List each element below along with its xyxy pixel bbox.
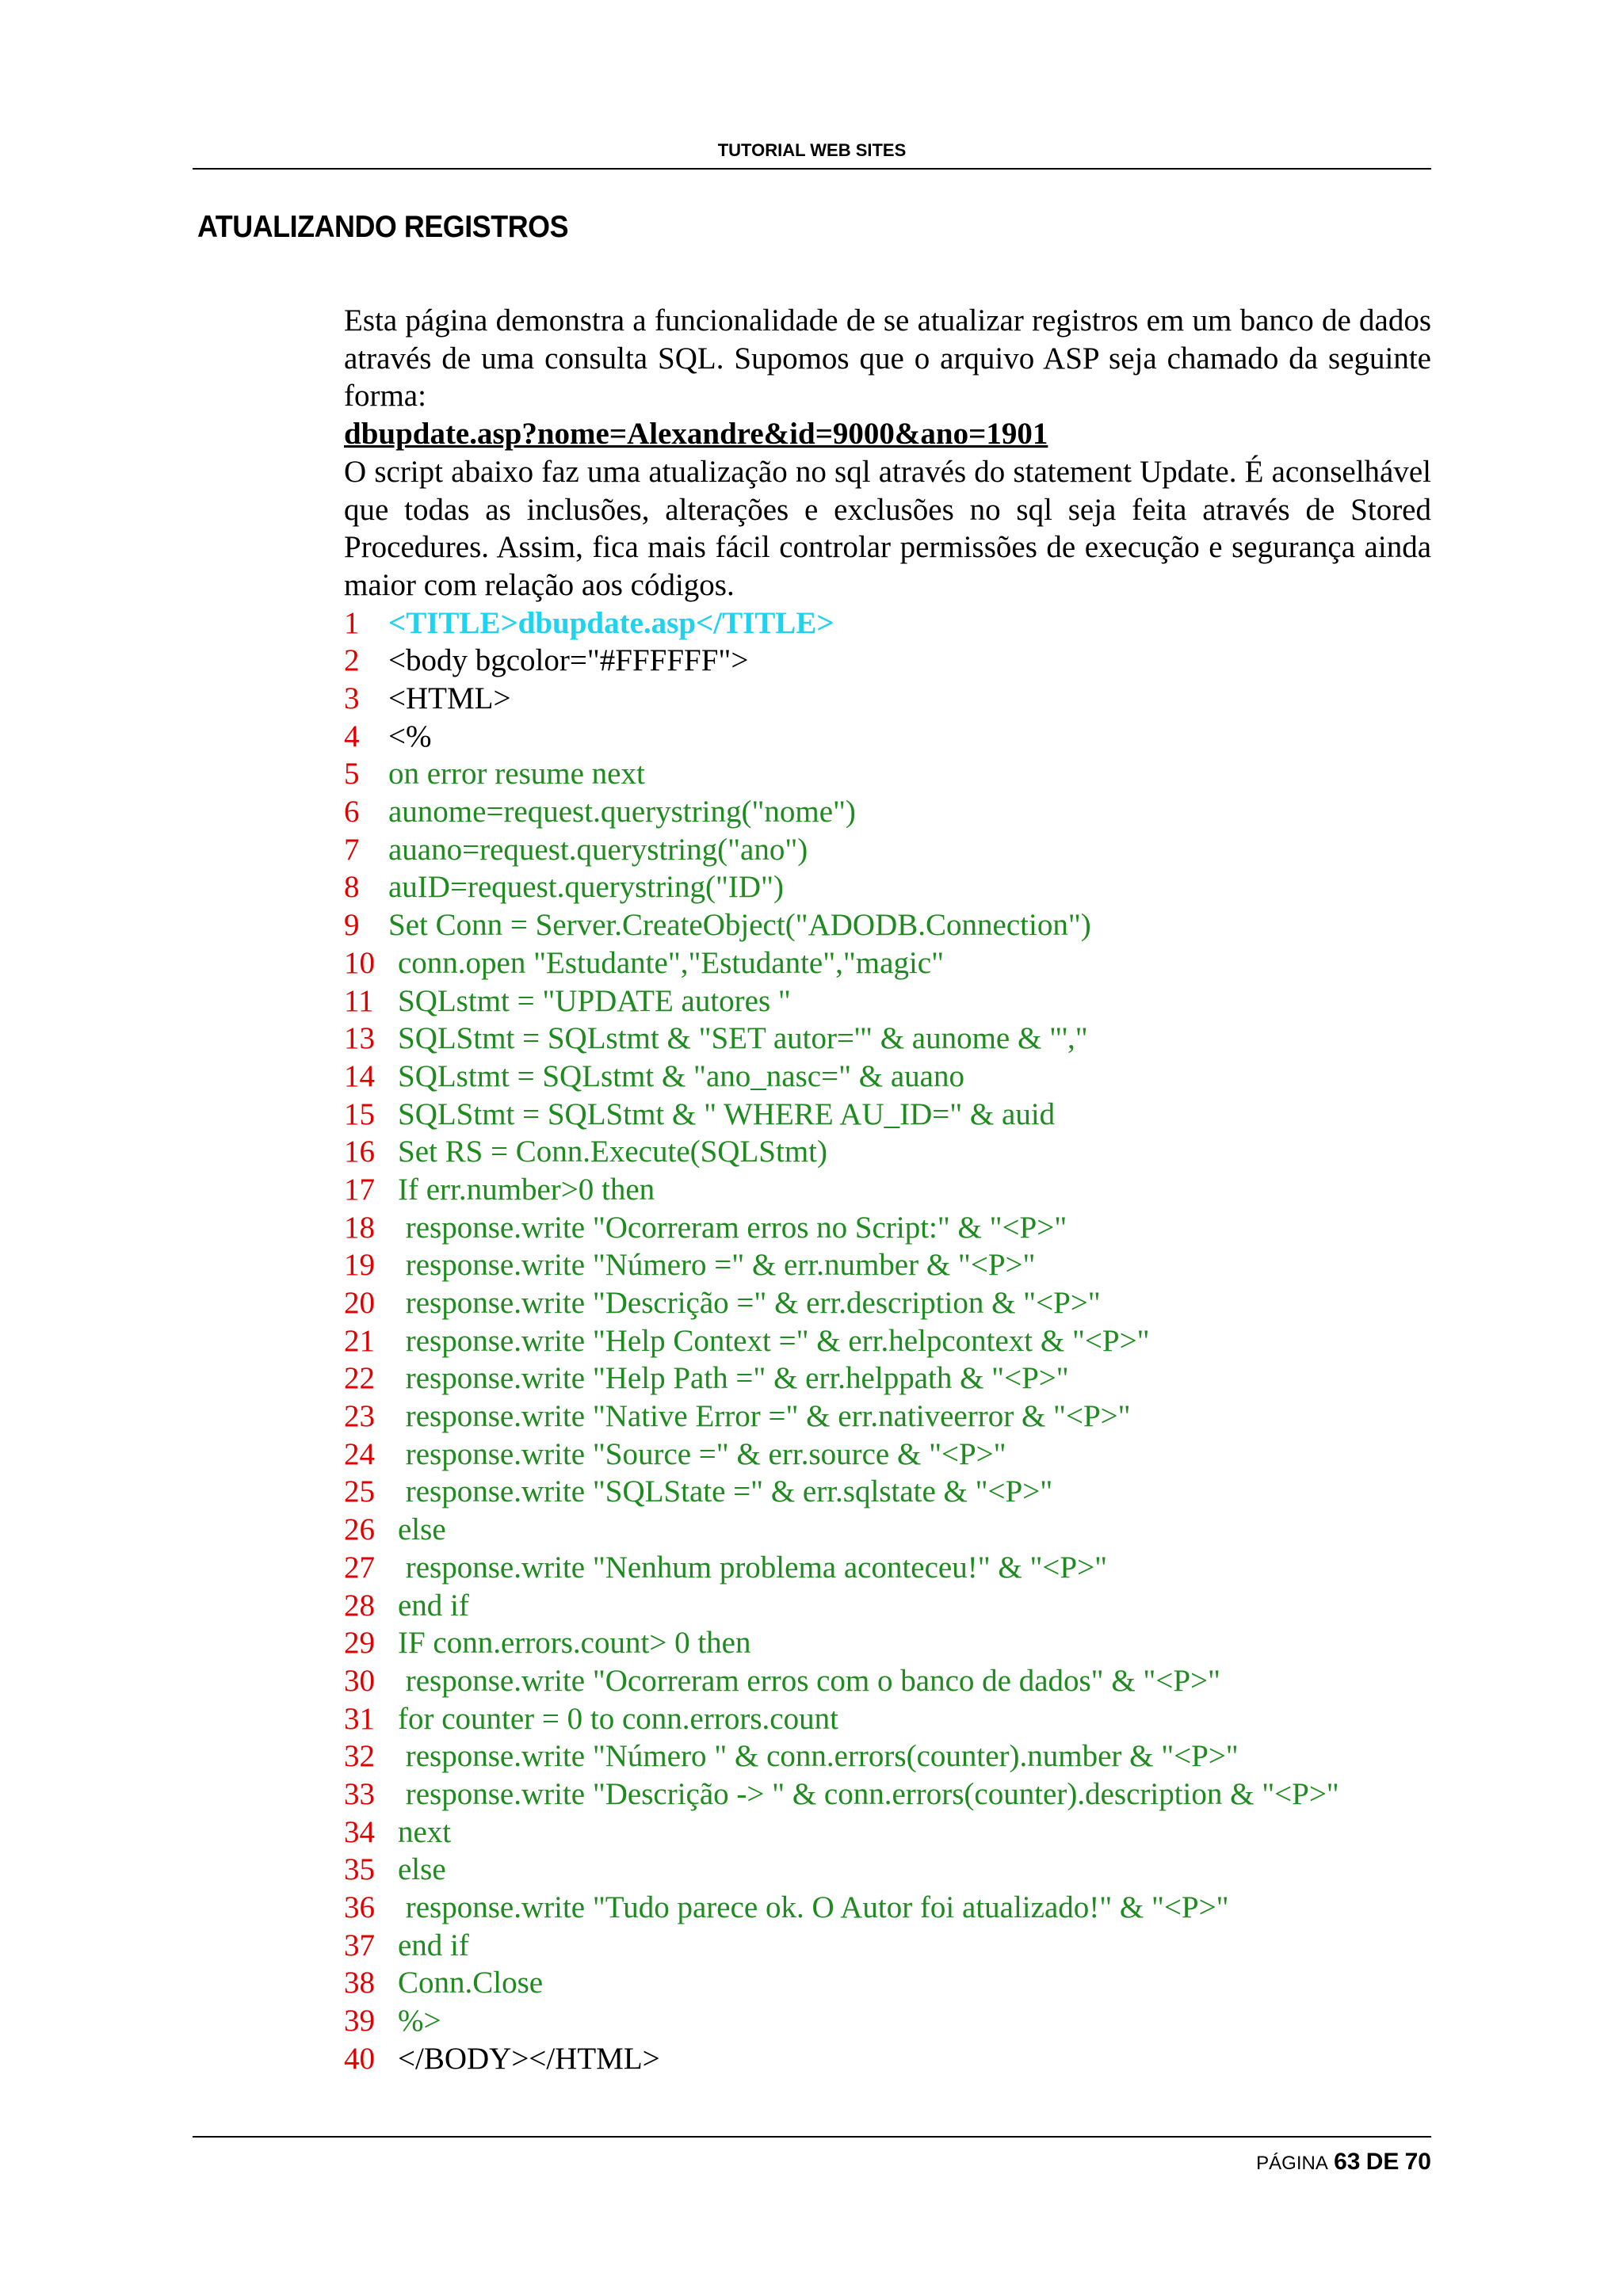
code-text: <TITLE>dbupdate.asp</TITLE> bbox=[388, 605, 834, 640]
code-line bbox=[344, 1737, 1431, 1775]
code-text: end if bbox=[398, 1928, 469, 1962]
code-text: response.write "Help Path =" & err.helppath & "<P>" bbox=[398, 1361, 1069, 1396]
code-line bbox=[344, 1284, 1431, 1322]
line-number: 1 bbox=[344, 605, 360, 640]
line-number: 2 bbox=[344, 643, 360, 678]
code-line bbox=[344, 1775, 1431, 1814]
code-line bbox=[344, 982, 1431, 1020]
code-text: conn.open "Estudante","Estudante","magic" bbox=[398, 945, 945, 980]
code-text: auano=request.querystring("ano") bbox=[388, 832, 808, 867]
code-line bbox=[344, 1398, 1431, 1436]
line-number: 17 bbox=[344, 1172, 375, 1207]
code-text: SQLStmt = SQLStmt & " WHERE AU_ID=" & auid bbox=[398, 1097, 1056, 1131]
code-text: else bbox=[398, 1512, 446, 1547]
code-text: <body bgcolor="#FFFFFF"> bbox=[388, 643, 749, 678]
code-line bbox=[344, 1889, 1431, 1927]
line-number: 19 bbox=[344, 1248, 375, 1283]
code-line bbox=[344, 831, 1431, 869]
code-text: If err.number>0 then bbox=[398, 1172, 655, 1207]
code-line bbox=[344, 1700, 1431, 1738]
document-body bbox=[344, 302, 1431, 2077]
code-text: response.write "Ocorreram erros no Script:" & "<P>" bbox=[398, 1210, 1067, 1245]
line-number: 15 bbox=[344, 1097, 375, 1131]
line-number: 37 bbox=[344, 1928, 375, 1962]
section-title: ATUALIZANDO REGISTROS bbox=[197, 210, 569, 244]
line-number: 35 bbox=[344, 1852, 375, 1887]
code-text: next bbox=[398, 1814, 452, 1849]
code-line bbox=[344, 1662, 1431, 1700]
code-line bbox=[344, 2002, 1431, 2040]
code-text: response.write "Native Error =" & err.nativeerror & "<P>" bbox=[398, 1399, 1131, 1434]
line-number: 39 bbox=[344, 2004, 375, 2039]
line-number: 28 bbox=[344, 1588, 375, 1623]
line-number: 14 bbox=[344, 1058, 375, 1093]
line-number: 16 bbox=[344, 1135, 375, 1169]
line-number: 33 bbox=[344, 1776, 375, 1811]
page-footer bbox=[193, 2136, 1431, 2177]
line-number: 20 bbox=[344, 1286, 375, 1320]
code-line bbox=[344, 2040, 1431, 2078]
line-number: 11 bbox=[344, 983, 374, 1018]
code-line bbox=[344, 642, 1431, 680]
code-text: response.write "Help Context =" & err.helpcontext & "<P>" bbox=[398, 1323, 1150, 1358]
code-line bbox=[344, 1020, 1431, 1058]
line-number: 31 bbox=[344, 1701, 375, 1736]
code-line bbox=[344, 906, 1431, 944]
code-text: SQLstmt = SQLstmt & "ano_nasc=" & auano bbox=[398, 1058, 964, 1093]
code-text: <HTML> bbox=[388, 681, 511, 715]
line-number: 3 bbox=[344, 681, 360, 715]
code-line bbox=[344, 1096, 1431, 1134]
code-line bbox=[344, 1927, 1431, 1965]
line-number: 40 bbox=[344, 2041, 375, 2076]
of-label: DE bbox=[1365, 2149, 1400, 2175]
code-text: response.write "Número =" & err.number & "<P>" bbox=[398, 1248, 1036, 1283]
line-number: 21 bbox=[344, 1323, 375, 1358]
code-line bbox=[344, 944, 1431, 982]
code-text: <% bbox=[388, 719, 432, 753]
header-text: TUTORIAL WEB SITES bbox=[717, 140, 907, 160]
code-text: response.write "Ocorreram erros com o banco de dados" & "<P>" bbox=[398, 1663, 1220, 1698]
line-number: 4 bbox=[344, 719, 360, 753]
line-number: 25 bbox=[344, 1474, 375, 1509]
code-line bbox=[344, 868, 1431, 906]
code-text: aunome=request.querystring("nome") bbox=[388, 795, 856, 830]
code-line bbox=[344, 1624, 1431, 1662]
line-number: 8 bbox=[344, 870, 360, 905]
code-text: else bbox=[398, 1852, 446, 1887]
line-number: 7 bbox=[344, 832, 360, 867]
line-number: 6 bbox=[344, 795, 360, 830]
total-pages: 70 bbox=[1404, 2149, 1431, 2175]
line-number: 27 bbox=[344, 1550, 375, 1585]
line-number: 22 bbox=[344, 1361, 375, 1396]
code-text: for counter = 0 to conn.errors.count bbox=[398, 1701, 838, 1736]
script-paragraph: O script abaixo faz uma atualização no sql através do statement Update. É aconselhável que todas as inclusões, alterações e exclusões no sql seja feita através de Stored Procedures. Assim, fica mais fácil controlar permissões de execução e segurança ainda maior com relação aos códigos. bbox=[344, 454, 1431, 602]
code-line bbox=[344, 1814, 1431, 1852]
code-text: end if bbox=[398, 1588, 469, 1623]
example-url: dbupdate.asp?nome=Alexandre&id=9000&ano=1901 bbox=[344, 417, 1048, 452]
code-text: on error resume next bbox=[388, 757, 645, 791]
page-header bbox=[193, 139, 1431, 170]
code-line bbox=[344, 1851, 1431, 1889]
code-text: %> bbox=[398, 2004, 441, 2039]
line-number: 24 bbox=[344, 1436, 375, 1471]
code-text: Set RS = Conn.Execute(SQLStmt) bbox=[398, 1135, 827, 1169]
code-text: auID=request.querystring("ID") bbox=[388, 870, 784, 905]
code-text: response.write "SQLState =" & err.sqlstate & "<P>" bbox=[398, 1474, 1053, 1509]
code-line bbox=[344, 1322, 1431, 1360]
code-line bbox=[344, 1360, 1431, 1398]
line-number: 13 bbox=[344, 1021, 375, 1056]
code-line bbox=[344, 1246, 1431, 1284]
code-line bbox=[344, 1473, 1431, 1511]
code-line bbox=[344, 1549, 1431, 1587]
line-number: 18 bbox=[344, 1210, 375, 1245]
code-line bbox=[344, 1436, 1431, 1474]
code-text: SQLStmt = SQLstmt & "SET autor='" & aunome & "'," bbox=[398, 1021, 1088, 1056]
line-number: 32 bbox=[344, 1739, 375, 1774]
line-number: 5 bbox=[344, 757, 360, 791]
line-number: 30 bbox=[344, 1663, 375, 1698]
line-number: 29 bbox=[344, 1626, 375, 1661]
code-line bbox=[344, 1511, 1431, 1549]
code-listing bbox=[344, 605, 1431, 2078]
line-number: 34 bbox=[344, 1814, 375, 1849]
code-text: IF conn.errors.count> 0 then bbox=[398, 1626, 751, 1661]
code-line bbox=[344, 1209, 1431, 1247]
line-number: 36 bbox=[344, 1890, 375, 1924]
line-number: 23 bbox=[344, 1399, 375, 1434]
code-line bbox=[344, 1171, 1431, 1209]
code-line bbox=[344, 1587, 1431, 1625]
code-text: response.write "Número " & conn.errors(counter).number & "<P>" bbox=[398, 1739, 1239, 1774]
page-number: 63 bbox=[1334, 2149, 1361, 2175]
code-text: response.write "Source =" & err.source & "<P>" bbox=[398, 1436, 1006, 1471]
code-line bbox=[344, 680, 1431, 718]
code-text: Conn.Close bbox=[398, 1966, 544, 2000]
code-line bbox=[344, 718, 1431, 756]
line-number: 26 bbox=[344, 1512, 375, 1547]
code-text: Set Conn = Server.CreateObject("ADODB.Connection") bbox=[388, 908, 1091, 943]
line-number: 10 bbox=[344, 945, 375, 980]
code-text: response.write "Tudo parece ok. O Autor foi atualizado!" & "<P>" bbox=[398, 1890, 1229, 1924]
code-line bbox=[344, 1964, 1431, 2002]
code-text: </BODY></HTML> bbox=[398, 2041, 660, 2076]
line-number: 38 bbox=[344, 1966, 375, 2000]
code-text: response.write "Descrição =" & err.description & "<P>" bbox=[398, 1286, 1101, 1320]
code-line bbox=[344, 793, 1431, 831]
code-text: response.write "Descrição -> " & conn.errors(counter).description & "<P>" bbox=[398, 1776, 1339, 1811]
code-line bbox=[344, 1133, 1431, 1171]
code-line bbox=[344, 755, 1431, 793]
code-text: SQLstmt = "UPDATE autores " bbox=[398, 983, 791, 1018]
page-label: PÁGINA bbox=[1256, 2153, 1328, 2174]
intro-paragraph: Esta página demonstra a funcionalidade de se atualizar registros em um banco de dados através de uma consulta SQL. Supomos que o arquivo ASP seja chamado da seguinte forma: bbox=[344, 303, 1431, 414]
code-line bbox=[344, 1058, 1431, 1096]
code-text: response.write "Nenhum problema aconteceu!" & "<P>" bbox=[398, 1550, 1108, 1585]
line-number: 9 bbox=[344, 908, 360, 943]
code-line bbox=[344, 605, 1431, 643]
